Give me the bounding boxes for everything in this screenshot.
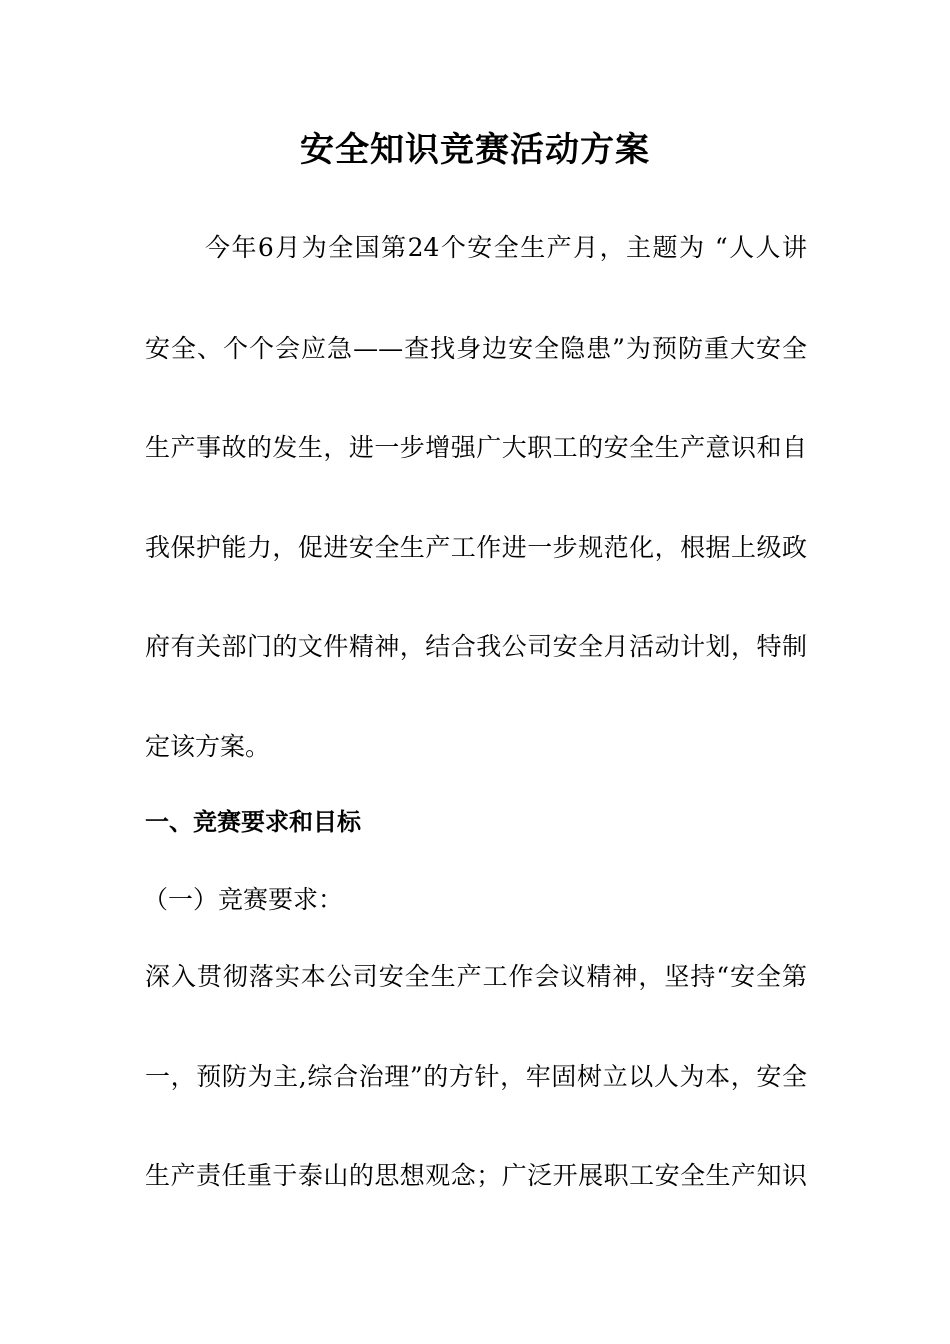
document-title: 安全知识竞赛活动方案 [300,130,650,170]
subsection-line-1: 深入贯彻落实本公司安全生产工作会议精神，坚持“安全第 [145,962,807,991]
section-heading: 一、竞赛要求和目标 [145,808,361,836]
intro-line-5: 府有关部门的文件精神，结合我公司安全月活动计划，特制 [145,632,807,661]
intro-line-6: 定该方案。 [145,732,271,761]
subsection-line-2: 一，预防为主,综合治理”的方针，牢固树立以人为本，安全 [145,1062,807,1091]
intro-line-2: 安全、个个会应急——查找身边安全隐患”为预防重大安全 [145,334,807,363]
subsection-heading: （一）竞赛要求： [143,885,344,914]
intro-line-3: 生产事故的发生，进一步增强广大职工的安全生产意识和自 [145,433,807,462]
subsection-line-3: 生产责任重于泰山的思想观念；广泛开展职工安全生产知识 [145,1161,807,1190]
intro-line-4: 我保护能力，促进安全生产工作进一步规范化，根据上级政 [145,533,807,562]
intro-line-1: 今年6月为全国第24个安全生产月，主题为 “人人讲 [205,233,807,262]
